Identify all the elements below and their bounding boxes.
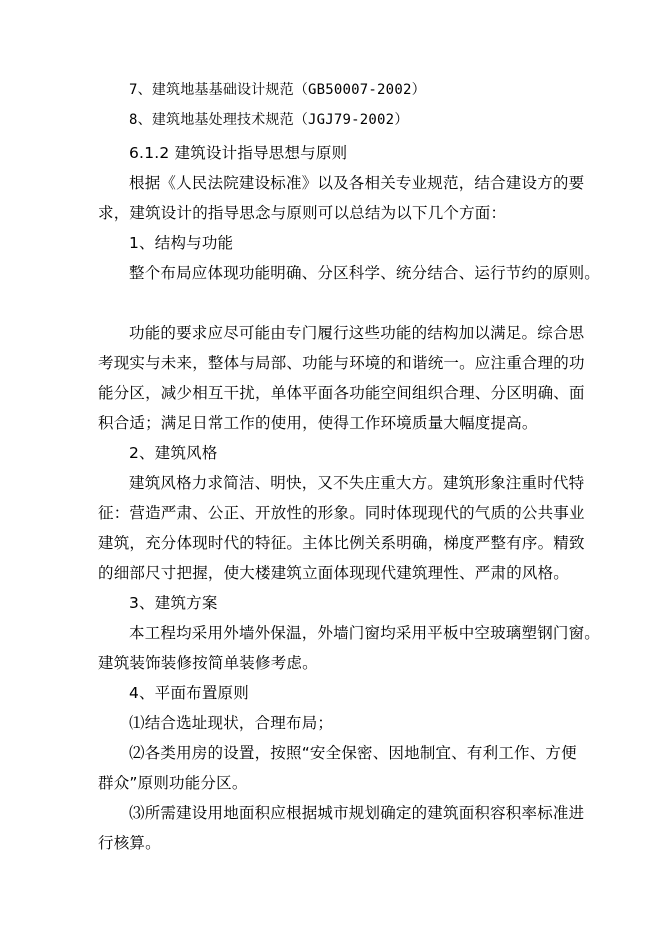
paragraph-line: 求，建筑设计的指导思念与原则可以总结为以下几个方面：	[98, 204, 507, 222]
list-item: ⑶所需建设用地面积应根据城市规划确定的建筑面积容积率标准进	[129, 804, 585, 822]
paragraph-line: 建筑风格力求简洁、明快，又不失庄重大方。建筑形象注重时代特	[129, 474, 585, 492]
paragraph-line: 积合适；满足日常工作的使用，使得工作环境质量大幅度提高。	[98, 414, 538, 432]
paragraph-line: 考现实与未来，整体与局部、功能与环境的和谐统一。应注重合理的功	[98, 354, 585, 372]
paragraph-line: 本工程均采用外墙外保温，外墙门窗均采用平板中空玻璃塑钢门窗。	[129, 624, 601, 642]
paragraph-line: 建筑，充分体现时代的特征。主体比例关系明确，梯度严整有序。精致	[98, 534, 585, 552]
paragraph-line: 根据《人民法院建设标准》以及各相关专业规范，结合建设方的要	[129, 174, 585, 192]
paragraph-line: 功能的要求应尽可能由专门履行这些功能的结构加以满足。综合思	[129, 324, 585, 342]
paragraph-line: 建筑装饰装修按简单装修考虑。	[98, 654, 318, 672]
subheading-style: 2、建筑风格	[129, 444, 218, 462]
code-item-7: 7、建筑地基基础设计规范（GB50007-2002）	[129, 82, 426, 98]
section-heading: 6.1.2 建筑设计指导思想与原则	[129, 144, 348, 162]
list-item: ⑴结合选址现状，合理布局；	[129, 714, 334, 732]
paragraph-line: 征：营造严肃、公正、开放性的形象。同时体现现代的气质的公共事业	[98, 504, 585, 522]
subheading-plan: 3、建筑方案	[129, 594, 218, 612]
list-item-continuation: 群众”原则功能分区。	[98, 774, 248, 792]
code-item-8: 8、建筑地基处理技术规范（JGJ79-2002）	[129, 112, 409, 128]
subheading-structure: 1、结构与功能	[129, 234, 234, 252]
paragraph-line: 的细部尺寸把握，使大楼建筑立面体现现代建筑理性、严肃的风格。	[98, 564, 570, 582]
list-item: ⑵各类用房的设置，按照“安全保密、因地制宜、有利工作、方便	[129, 744, 577, 762]
paragraph-line: 整个布局应体现功能明确、分区科学、统分结合、运行节约的原则。	[129, 264, 601, 282]
list-item-continuation: 行核算。	[98, 834, 161, 852]
subheading-layout: 4、平面布置原则	[129, 684, 249, 702]
paragraph-line: 能分区，减少相互干扰，单体平面各功能空间组织合理、分区明确、面	[98, 384, 585, 402]
